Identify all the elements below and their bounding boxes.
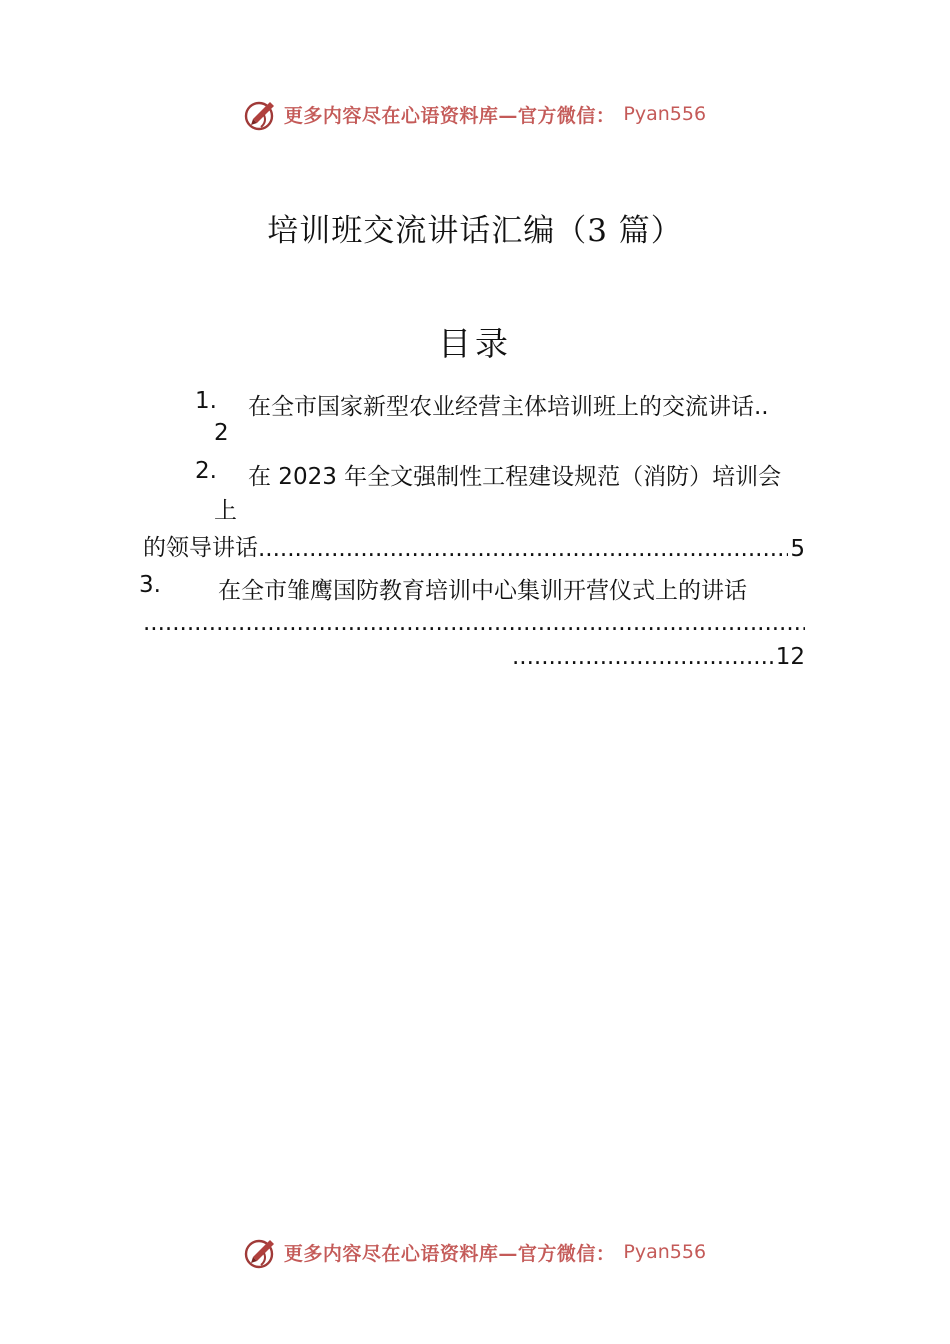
header-banner (0, 94, 950, 134)
toc-leader-dots (143, 610, 805, 636)
pen-seal-logo-icon (244, 97, 278, 131)
toc-entry-title: 在全市国家新型农业经营主体培训班上的交流讲话.. (248, 394, 769, 420)
toc-entry-2-leader[interactable] (143, 530, 805, 562)
document-title: 培训班交流讲话汇编（3 篇） (267, 213, 683, 249)
pen-seal-logo-icon (244, 1235, 278, 1269)
toc-entry-page: 2 (214, 420, 229, 446)
toc-entry-number: 2. (195, 458, 217, 484)
toc-entry-3-leader-2[interactable] (512, 638, 805, 670)
toc-entry-number: 1. (195, 388, 217, 414)
toc-entry-3-leader (143, 606, 805, 636)
toc-entry-1[interactable] (0, 388, 950, 450)
toc-entry-title-continued: 的领导讲话 (143, 535, 258, 561)
toc-entry-title: 在 2023 年全文强制性工程建设规范（消防）培训会 (248, 464, 782, 490)
banner-content (244, 97, 706, 131)
toc-heading: 目录 (438, 324, 512, 363)
banner-wechat-id: Pyan556 (623, 103, 707, 125)
toc-entry-page: 5 (790, 536, 805, 562)
banner-wechat-id: Pyan556 (623, 1241, 707, 1263)
banner-text: 更多内容尽在心语资料库—官方微信： (283, 1242, 616, 1265)
toc-leader-dots (512, 644, 774, 670)
banner-text: 更多内容尽在心语资料库—官方微信： (283, 104, 616, 127)
toc-entry-3[interactable] (0, 572, 950, 606)
footer-banner (0, 1232, 950, 1272)
toc-entry-title: 在全市雏鹰国防教育培训中心集训开营仪式上的讲话 (218, 578, 747, 604)
toc-entry-page: 12 (775, 644, 805, 670)
toc-leader-dots (258, 536, 788, 562)
banner-content (244, 1235, 706, 1269)
toc-entry-number: 3. (139, 572, 161, 598)
toc-entry-title-continued: 上 (214, 498, 237, 524)
